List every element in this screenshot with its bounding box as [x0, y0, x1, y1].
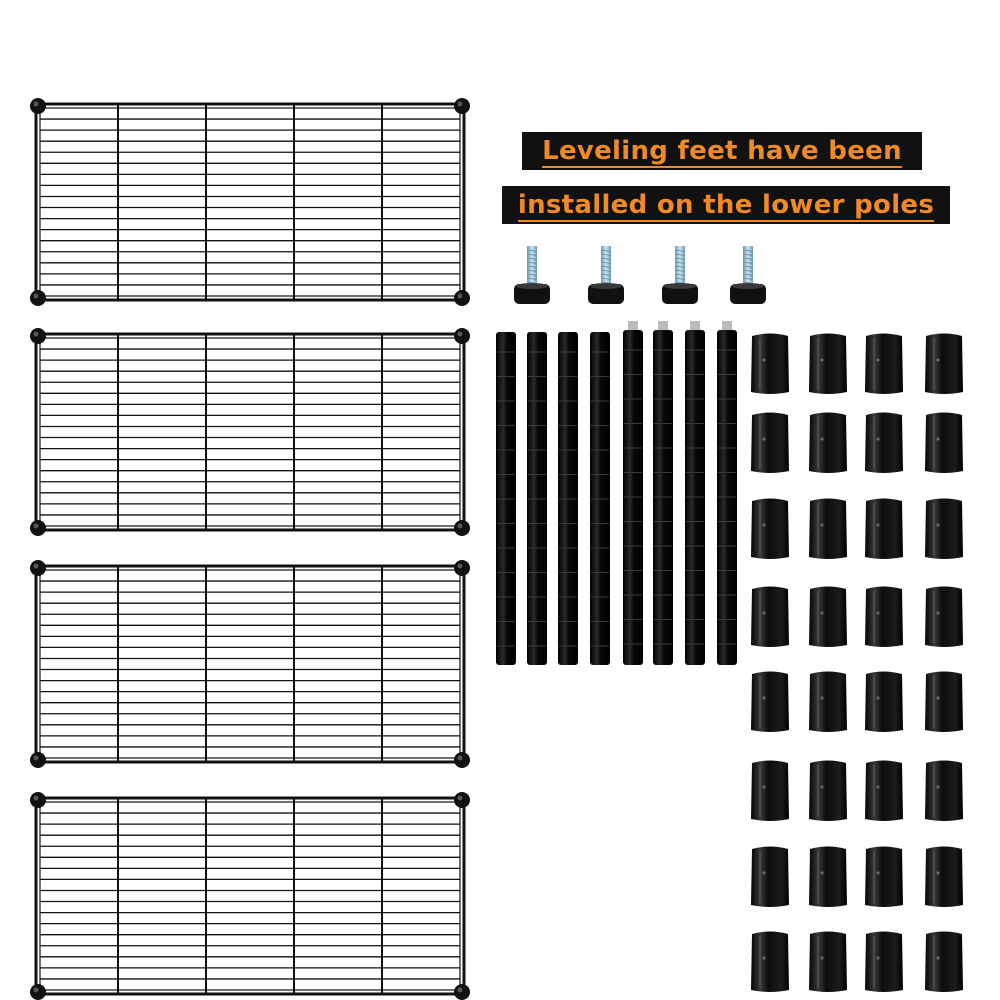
shelf-corner-collar — [454, 984, 470, 1000]
plastic-sleeve — [865, 932, 903, 993]
plastic-sleeve — [751, 761, 789, 822]
plastic-sleeve — [865, 413, 903, 474]
pole — [527, 332, 547, 665]
pole — [590, 332, 610, 665]
plastic-sleeve — [809, 499, 847, 560]
pole — [653, 321, 673, 665]
pole — [558, 332, 578, 665]
plastic-sleeve — [751, 334, 789, 395]
pole — [623, 321, 643, 665]
caption-line-2-text: installed on the lower poles — [517, 190, 935, 220]
wire-shelf — [30, 328, 470, 536]
caption-line-1 — [522, 132, 922, 170]
plastic-sleeve — [925, 932, 963, 993]
shelf-corner-collar — [454, 752, 470, 768]
shelf-corner-collar — [30, 984, 46, 1000]
plastic-sleeve — [865, 847, 903, 908]
plastic-sleeve — [751, 587, 789, 648]
shelf-corner-collar — [454, 520, 470, 536]
plastic-sleeve — [925, 761, 963, 822]
wire-shelves-group — [30, 98, 470, 1000]
plastic-sleeve — [751, 932, 789, 993]
shelf-corner-collar — [454, 328, 470, 344]
sleeves-group — [751, 334, 963, 993]
pole — [717, 321, 737, 665]
plastic-sleeve — [751, 847, 789, 908]
leveling-foot — [588, 246, 624, 304]
shelf-corner-collar — [30, 752, 46, 768]
plastic-sleeve — [925, 672, 963, 733]
plastic-sleeve — [925, 847, 963, 908]
shelf-corner-collar — [454, 290, 470, 306]
pole — [496, 332, 516, 665]
leveling-feet-group — [514, 246, 766, 304]
shelf-corner-collar — [30, 98, 46, 114]
plastic-sleeve — [925, 499, 963, 560]
plastic-sleeve — [809, 761, 847, 822]
poles-group — [496, 321, 737, 665]
shelf-corner-collar — [30, 328, 46, 344]
pole — [685, 321, 705, 665]
plastic-sleeve — [865, 499, 903, 560]
shelf-corner-collar — [454, 560, 470, 576]
plastic-sleeve — [809, 413, 847, 474]
pole-tip — [690, 321, 700, 331]
shelf-corner-collar — [30, 520, 46, 536]
pole-tip — [628, 321, 638, 331]
plastic-sleeve — [751, 672, 789, 733]
shelf-corner-collar — [30, 560, 46, 576]
pole-tip — [658, 321, 668, 331]
wire-shelf — [30, 560, 470, 768]
plastic-sleeve — [809, 334, 847, 395]
leveling-foot — [730, 246, 766, 304]
plastic-sleeve — [809, 672, 847, 733]
plastic-sleeve — [751, 499, 789, 560]
plastic-sleeve — [751, 413, 789, 474]
plastic-sleeve — [809, 847, 847, 908]
plastic-sleeve — [925, 334, 963, 395]
plastic-sleeve — [865, 587, 903, 648]
plastic-sleeve — [925, 587, 963, 648]
shelf-corner-collar — [454, 98, 470, 114]
pole-tip — [722, 321, 732, 331]
shelf-corner-collar — [30, 792, 46, 808]
plastic-sleeve — [809, 587, 847, 648]
shelf-corner-collar — [454, 792, 470, 808]
plastic-sleeve — [809, 932, 847, 993]
leveling-foot — [514, 246, 550, 304]
plastic-sleeve — [925, 413, 963, 474]
plastic-sleeve — [865, 672, 903, 733]
caption-line-2 — [502, 186, 950, 224]
plastic-sleeve — [865, 761, 903, 822]
shelf-corner-collar — [30, 290, 46, 306]
caption-line-1-text: Leveling feet have been — [542, 136, 902, 166]
wire-shelf — [30, 98, 470, 306]
leveling-foot — [662, 246, 698, 304]
plastic-sleeve — [865, 334, 903, 395]
wire-shelf — [30, 792, 470, 1000]
